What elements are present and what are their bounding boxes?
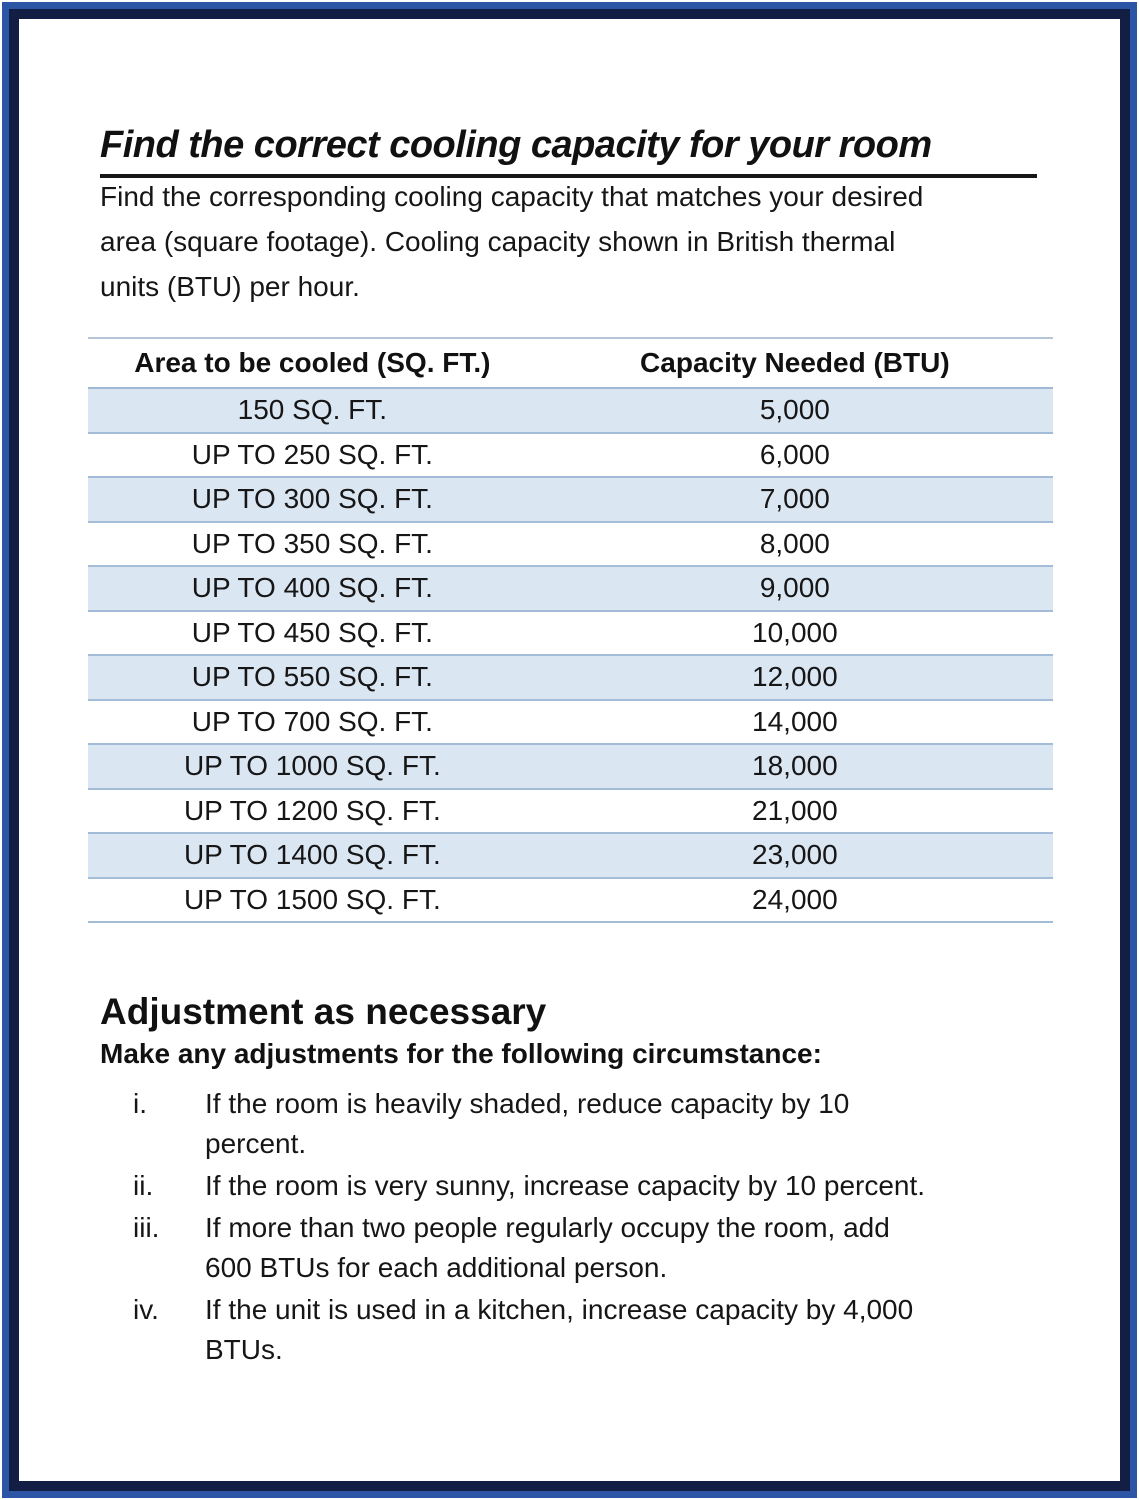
list-item xyxy=(133,1290,1063,1370)
table-header-row xyxy=(88,338,1053,388)
btu-cell: 12,000 xyxy=(537,655,1053,700)
list-item-text xyxy=(205,1208,1063,1288)
table-row xyxy=(88,878,1053,923)
list-item-line: BTUs. xyxy=(205,1334,283,1365)
cooling-capacity-table xyxy=(88,337,1053,923)
table-row xyxy=(88,744,1053,789)
list-item-line: If the room is heavily shaded, reduce capacity by 10 xyxy=(205,1088,850,1119)
area-cell: UP TO 1200 SQ. FT. xyxy=(88,789,537,834)
list-item-text xyxy=(205,1084,1063,1164)
table-row xyxy=(88,700,1053,745)
intro-line: Find the corresponding cooling capacity that matches your desired xyxy=(100,181,924,212)
list-item-text xyxy=(205,1290,1063,1370)
btu-cell: 21,000 xyxy=(537,789,1053,834)
table-row xyxy=(88,655,1053,700)
btu-cell: 6,000 xyxy=(537,433,1053,478)
list-item xyxy=(133,1084,1063,1164)
adjustment-list xyxy=(133,1084,1063,1372)
btu-cell: 8,000 xyxy=(537,522,1053,567)
btu-cell: 18,000 xyxy=(537,744,1053,789)
adjustment-lead: Make any adjustments for the following circumstance: xyxy=(100,1038,822,1069)
list-item-line: If more than two people regularly occupy the room, add xyxy=(205,1212,890,1243)
area-cell: UP TO 450 SQ. FT. xyxy=(88,611,537,656)
btu-cell: 5,000 xyxy=(537,388,1053,433)
area-cell: UP TO 400 SQ. FT. xyxy=(88,566,537,611)
table-row xyxy=(88,789,1053,834)
area-cell: UP TO 300 SQ. FT. xyxy=(88,477,537,522)
list-item xyxy=(133,1166,1063,1206)
table-header-capacity: Capacity Needed (BTU) xyxy=(537,338,1053,388)
list-item-line: percent. xyxy=(205,1128,307,1159)
table-row xyxy=(88,388,1053,433)
page-title: Find the correct cooling capacity for your room xyxy=(100,124,1037,178)
table-row xyxy=(88,566,1053,611)
area-cell: UP TO 1500 SQ. FT. xyxy=(88,878,537,923)
btu-cell: 10,000 xyxy=(537,611,1053,656)
list-marker: iv. xyxy=(133,1294,159,1325)
list-marker: i. xyxy=(133,1088,147,1119)
btu-cell: 24,000 xyxy=(537,878,1053,923)
list-marker: iii. xyxy=(133,1212,160,1243)
table-row xyxy=(88,433,1053,478)
table-row xyxy=(88,522,1053,567)
intro-line: units (BTU) per hour. xyxy=(100,271,360,302)
list-item-text xyxy=(205,1166,1063,1206)
area-cell: 150 SQ. FT. xyxy=(88,388,537,433)
table-header-area: Area to be cooled (SQ. FT.) xyxy=(88,338,537,388)
area-cell: UP TO 250 SQ. FT. xyxy=(88,433,537,478)
list-item-line: If the unit is used in a kitchen, increase capacity by 4,000 xyxy=(205,1294,914,1325)
table-row xyxy=(88,611,1053,656)
table-row xyxy=(88,833,1053,878)
area-cell: UP TO 1000 SQ. FT. xyxy=(88,744,537,789)
area-cell: UP TO 550 SQ. FT. xyxy=(88,655,537,700)
area-cell: UP TO 1400 SQ. FT. xyxy=(88,833,537,878)
btu-cell: 7,000 xyxy=(537,477,1053,522)
list-item xyxy=(133,1208,1063,1288)
btu-cell: 23,000 xyxy=(537,833,1053,878)
intro-paragraph xyxy=(100,174,1060,309)
area-cell: UP TO 700 SQ. FT. xyxy=(88,700,537,745)
btu-cell: 9,000 xyxy=(537,566,1053,611)
btu-cell: 14,000 xyxy=(537,700,1053,745)
list-marker: ii. xyxy=(133,1170,154,1201)
adjustment-heading: Adjustment as necessary xyxy=(100,990,547,1032)
list-item-line: 600 BTUs for each additional person. xyxy=(205,1252,668,1283)
intro-line: area (square footage). Cooling capacity shown in British thermal xyxy=(100,226,896,257)
list-item-line: If the room is very sunny, increase capacity by 10 percent. xyxy=(205,1170,926,1201)
area-cell: UP TO 350 SQ. FT. xyxy=(88,522,537,567)
table-row xyxy=(88,477,1053,522)
